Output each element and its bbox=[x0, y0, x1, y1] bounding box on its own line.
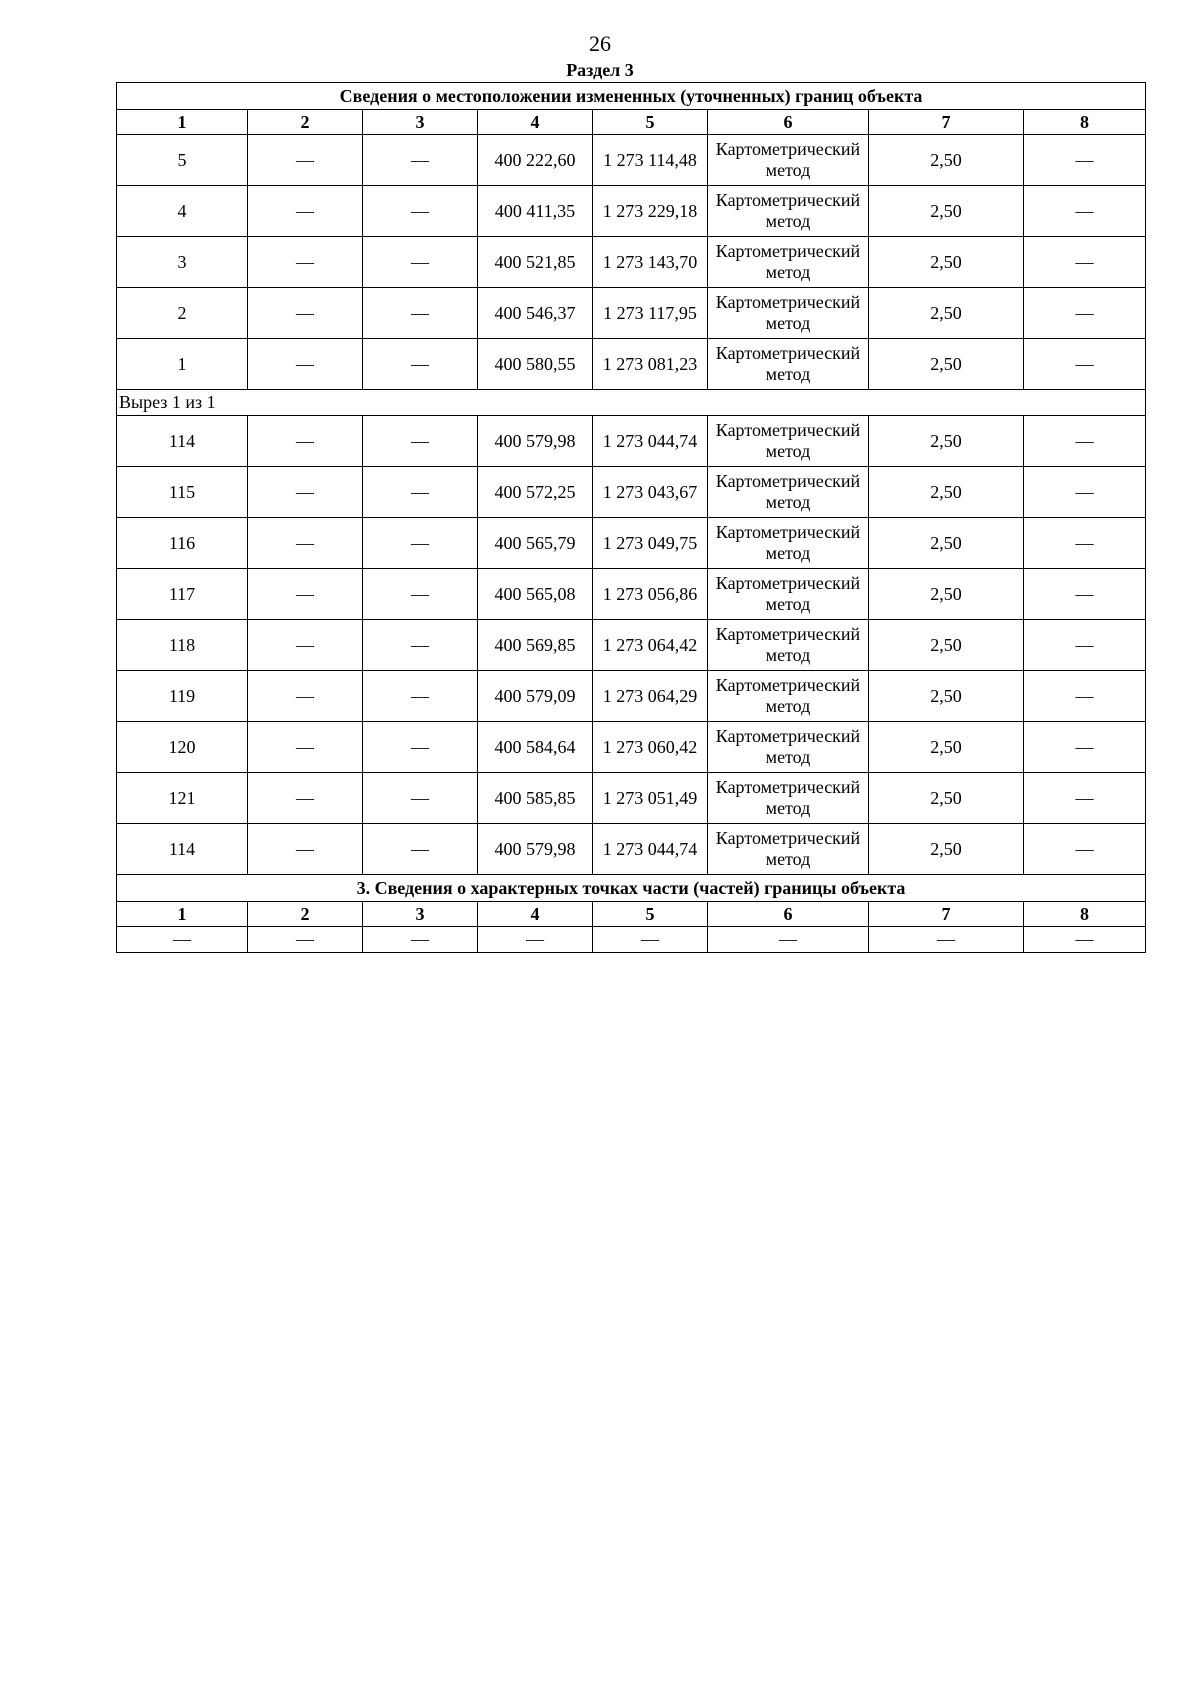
point-number-cell: 1 bbox=[117, 339, 248, 390]
table1-header-row bbox=[117, 110, 1146, 135]
y-coordinate-cell: 1 273 051,49 bbox=[593, 773, 708, 824]
column-header: 3 bbox=[363, 902, 478, 927]
cut-label: Вырез 1 из 1 bbox=[117, 390, 1146, 416]
cut-label-row bbox=[117, 390, 1146, 416]
cell-2: — bbox=[248, 569, 363, 620]
cell-8: — bbox=[1024, 288, 1146, 339]
x-coordinate-cell: 400 565,08 bbox=[478, 569, 593, 620]
point-number-cell: 118 bbox=[117, 620, 248, 671]
accuracy-cell: 2,50 bbox=[869, 467, 1024, 518]
table-row bbox=[117, 518, 1146, 569]
x-coordinate-cell: 400 572,25 bbox=[478, 467, 593, 518]
table-row bbox=[117, 671, 1146, 722]
cell-2: — bbox=[248, 237, 363, 288]
x-coordinate-cell: 400 565,79 bbox=[478, 518, 593, 569]
method-cell: Картометрический метод bbox=[708, 237, 869, 288]
column-header: 1 bbox=[117, 902, 248, 927]
x-coordinate-cell: 400 411,35 bbox=[478, 186, 593, 237]
cell-2: — bbox=[248, 186, 363, 237]
y-coordinate-cell: 1 273 064,42 bbox=[593, 620, 708, 671]
cell-8: — bbox=[1024, 416, 1146, 467]
cell-3: — bbox=[363, 671, 478, 722]
table-row bbox=[117, 773, 1146, 824]
x-coordinate-cell: 400 579,98 bbox=[478, 416, 593, 467]
table1-title-row bbox=[117, 83, 1146, 110]
point-number-cell: 3 bbox=[117, 237, 248, 288]
cell-3: — bbox=[363, 288, 478, 339]
column-header: 2 bbox=[248, 110, 363, 135]
accuracy-cell: 2,50 bbox=[869, 671, 1024, 722]
method-cell: Картометрический метод bbox=[708, 620, 869, 671]
cell-8: — bbox=[1024, 671, 1146, 722]
x-coordinate-cell: 400 546,37 bbox=[478, 288, 593, 339]
table-row bbox=[117, 722, 1146, 773]
cell-3: — bbox=[363, 927, 478, 953]
cell-8: — bbox=[1024, 339, 1146, 390]
accuracy-cell: 2,50 bbox=[869, 237, 1024, 288]
table-row bbox=[117, 288, 1146, 339]
cell-8: — bbox=[1024, 518, 1146, 569]
method-cell: Картометрический метод bbox=[708, 824, 869, 875]
point-number-cell: 114 bbox=[117, 416, 248, 467]
table-row bbox=[117, 339, 1146, 390]
column-header: 6 bbox=[708, 902, 869, 927]
column-header: 6 bbox=[708, 110, 869, 135]
table-row bbox=[117, 467, 1146, 518]
boundary-table bbox=[116, 82, 1146, 953]
column-header: 1 bbox=[117, 110, 248, 135]
accuracy-cell: 2,50 bbox=[869, 569, 1024, 620]
method-cell: Картометрический метод bbox=[708, 518, 869, 569]
x-coordinate-cell: — bbox=[478, 927, 593, 953]
accuracy-cell: — bbox=[869, 927, 1024, 953]
cell-3: — bbox=[363, 620, 478, 671]
cell-8: — bbox=[1024, 824, 1146, 875]
cell-2: — bbox=[248, 824, 363, 875]
cell-2: — bbox=[248, 339, 363, 390]
y-coordinate-cell: 1 273 081,23 bbox=[593, 339, 708, 390]
table1-title: Сведения о местоположении измененных (уточненных) границ объекта bbox=[117, 83, 1146, 110]
method-cell: Картометрический метод bbox=[708, 773, 869, 824]
page-number: 26 bbox=[589, 31, 611, 56]
method-cell: Картометрический метод bbox=[708, 467, 869, 518]
table-row bbox=[117, 416, 1146, 467]
method-cell: Картометрический метод bbox=[708, 339, 869, 390]
x-coordinate-cell: 400 579,09 bbox=[478, 671, 593, 722]
point-number-cell: 117 bbox=[117, 569, 248, 620]
point-number-cell: — bbox=[117, 927, 248, 953]
accuracy-cell: 2,50 bbox=[869, 416, 1024, 467]
accuracy-cell: 2,50 bbox=[869, 722, 1024, 773]
point-number-cell: 4 bbox=[117, 186, 248, 237]
cell-3: — bbox=[363, 186, 478, 237]
cell-2: — bbox=[248, 416, 363, 467]
y-coordinate-cell: 1 273 043,67 bbox=[593, 467, 708, 518]
point-number-cell: 2 bbox=[117, 288, 248, 339]
cell-3: — bbox=[363, 569, 478, 620]
y-coordinate-cell: 1 273 143,70 bbox=[593, 237, 708, 288]
accuracy-cell: 2,50 bbox=[869, 518, 1024, 569]
cell-2: — bbox=[248, 135, 363, 186]
accuracy-cell: 2,50 bbox=[869, 620, 1024, 671]
cell-3: — bbox=[363, 518, 478, 569]
table2-title-row bbox=[117, 875, 1146, 902]
x-coordinate-cell: 400 579,98 bbox=[478, 824, 593, 875]
cell-3: — bbox=[363, 824, 478, 875]
method-cell: Картометрический метод bbox=[708, 416, 869, 467]
table-row bbox=[117, 569, 1146, 620]
column-header: 3 bbox=[363, 110, 478, 135]
y-coordinate-cell: 1 273 060,42 bbox=[593, 722, 708, 773]
accuracy-cell: 2,50 bbox=[869, 135, 1024, 186]
y-coordinate-cell: 1 273 114,48 bbox=[593, 135, 708, 186]
table2-header-row bbox=[117, 902, 1146, 927]
cell-8: — bbox=[1024, 773, 1146, 824]
y-coordinate-cell: 1 273 117,95 bbox=[593, 288, 708, 339]
x-coordinate-cell: 400 584,64 bbox=[478, 722, 593, 773]
accuracy-cell: 2,50 bbox=[869, 824, 1024, 875]
point-number-cell: 121 bbox=[117, 773, 248, 824]
accuracy-cell: 2,50 bbox=[869, 773, 1024, 824]
cell-2: — bbox=[248, 671, 363, 722]
table-row bbox=[117, 135, 1146, 186]
accuracy-cell: 2,50 bbox=[869, 186, 1024, 237]
cell-8: — bbox=[1024, 620, 1146, 671]
x-coordinate-cell: 400 222,60 bbox=[478, 135, 593, 186]
y-coordinate-cell: 1 273 056,86 bbox=[593, 569, 708, 620]
cell-8: — bbox=[1024, 135, 1146, 186]
column-header: 7 bbox=[869, 902, 1024, 927]
table-row bbox=[117, 620, 1146, 671]
point-number-cell: 120 bbox=[117, 722, 248, 773]
y-coordinate-cell: 1 273 064,29 bbox=[593, 671, 708, 722]
method-cell: — bbox=[708, 927, 869, 953]
column-header: 7 bbox=[869, 110, 1024, 135]
cell-3: — bbox=[363, 467, 478, 518]
table-row bbox=[117, 237, 1146, 288]
method-cell: Картометрический метод bbox=[708, 288, 869, 339]
point-number-cell: 116 bbox=[117, 518, 248, 569]
y-coordinate-cell: 1 273 044,74 bbox=[593, 824, 708, 875]
accuracy-cell: 2,50 bbox=[869, 288, 1024, 339]
method-cell: Картометрический метод bbox=[708, 671, 869, 722]
x-coordinate-cell: 400 580,55 bbox=[478, 339, 593, 390]
column-header: 8 bbox=[1024, 110, 1146, 135]
table2-title: 3. Сведения о характерных точках части (частей) границы объекта bbox=[117, 875, 1146, 902]
table-row bbox=[117, 186, 1146, 237]
column-header: 4 bbox=[478, 110, 593, 135]
x-coordinate-cell: 400 521,85 bbox=[478, 237, 593, 288]
cell-2: — bbox=[248, 773, 363, 824]
x-coordinate-cell: 400 585,85 bbox=[478, 773, 593, 824]
method-cell: Картометрический метод bbox=[708, 186, 869, 237]
method-cell: Картометрический метод bbox=[708, 135, 869, 186]
table-row bbox=[117, 824, 1146, 875]
column-header: 5 bbox=[593, 110, 708, 135]
section-title: Раздел 3 bbox=[566, 60, 634, 80]
y-coordinate-cell: 1 273 229,18 bbox=[593, 186, 708, 237]
cell-8: — bbox=[1024, 722, 1146, 773]
cell-2: — bbox=[248, 518, 363, 569]
cell-8: — bbox=[1024, 927, 1146, 953]
cell-8: — bbox=[1024, 467, 1146, 518]
cell-2: — bbox=[248, 288, 363, 339]
cell-2: — bbox=[248, 927, 363, 953]
cell-2: — bbox=[248, 467, 363, 518]
column-header: 5 bbox=[593, 902, 708, 927]
column-header: 4 bbox=[478, 902, 593, 927]
cell-3: — bbox=[363, 416, 478, 467]
y-coordinate-cell: 1 273 044,74 bbox=[593, 416, 708, 467]
point-number-cell: 114 bbox=[117, 824, 248, 875]
cell-2: — bbox=[248, 620, 363, 671]
column-header: 8 bbox=[1024, 902, 1146, 927]
cell-3: — bbox=[363, 722, 478, 773]
x-coordinate-cell: 400 569,85 bbox=[478, 620, 593, 671]
point-number-cell: 119 bbox=[117, 671, 248, 722]
accuracy-cell: 2,50 bbox=[869, 339, 1024, 390]
y-coordinate-cell: — bbox=[593, 927, 708, 953]
cell-8: — bbox=[1024, 186, 1146, 237]
cell-3: — bbox=[363, 237, 478, 288]
table-body bbox=[117, 83, 1146, 953]
y-coordinate-cell: 1 273 049,75 bbox=[593, 518, 708, 569]
cell-8: — bbox=[1024, 237, 1146, 288]
column-header: 2 bbox=[248, 902, 363, 927]
cell-8: — bbox=[1024, 569, 1146, 620]
point-number-cell: 5 bbox=[117, 135, 248, 186]
method-cell: Картометрический метод bbox=[708, 569, 869, 620]
point-number-cell: 115 bbox=[117, 467, 248, 518]
cell-3: — bbox=[363, 135, 478, 186]
cell-3: — bbox=[363, 339, 478, 390]
cell-2: — bbox=[248, 722, 363, 773]
table-row bbox=[117, 927, 1146, 953]
cell-3: — bbox=[363, 773, 478, 824]
method-cell: Картометрический метод bbox=[708, 722, 869, 773]
